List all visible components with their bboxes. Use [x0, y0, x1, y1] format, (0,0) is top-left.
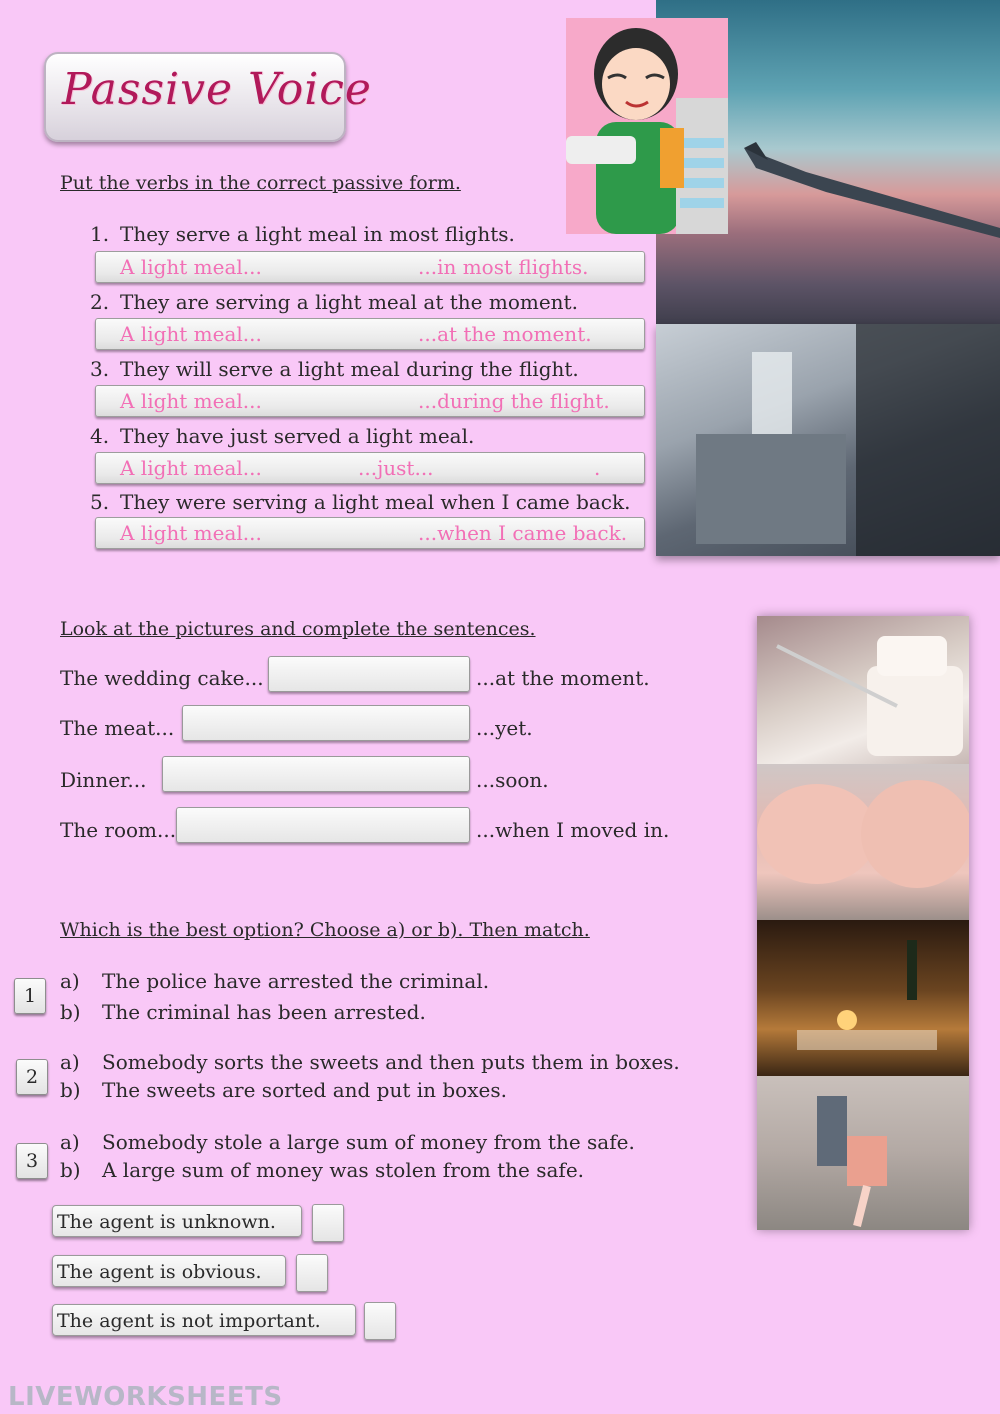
sentence-end: ...yet.: [476, 716, 533, 740]
photo-strip: [757, 616, 969, 1230]
airplane-cabin-photo: [656, 324, 1000, 556]
raw-meat-photo: [757, 764, 969, 920]
option-a-text[interactable]: Somebody sorts the sweets and then puts them in boxes.: [102, 1050, 680, 1074]
blank-input-dinner[interactable]: [162, 756, 470, 792]
item-sentence: They were serving a light meal when I came back.: [120, 490, 631, 514]
hint-mid: ...just...: [358, 456, 434, 480]
agent-unknown-label: The agent is unknown.: [52, 1205, 302, 1237]
hint-end: ...during the flight.: [418, 389, 610, 413]
match-number-box-3[interactable]: 3: [16, 1143, 48, 1179]
agent-not-important-answer-box[interactable]: [364, 1302, 396, 1340]
item-number: 2.: [90, 290, 110, 314]
agent-unknown-answer-box[interactable]: [312, 1204, 344, 1242]
painting-room-photo: [757, 1076, 969, 1230]
hint-start: A light meal...: [120, 521, 262, 545]
hint-start: A light meal...: [120, 255, 262, 279]
option-b-label: b): [60, 1078, 81, 1102]
hint-end: ...at the moment.: [418, 322, 592, 346]
sentence-start: The room...: [60, 818, 177, 842]
item-number: 3.: [90, 357, 110, 381]
hint-start: A light meal...: [120, 322, 262, 346]
sentence-start: The wedding cake...: [60, 666, 264, 690]
sentence-start: Dinner...: [60, 768, 147, 792]
match-number-box-1[interactable]: 1: [14, 978, 46, 1014]
agent-not-important-label: The agent is not important.: [52, 1304, 356, 1336]
section3-heading: Which is the best option? Choose a) or b). Then match.: [60, 919, 590, 941]
blank-input-room[interactable]: [176, 807, 470, 843]
page-title: Passive Voice: [62, 64, 372, 115]
option-b-label: b): [60, 1000, 81, 1024]
sentence-end: ...soon.: [476, 768, 549, 792]
sentence-end: ...when I moved in.: [476, 818, 670, 842]
wedding-cake-photo: [757, 616, 969, 764]
item-number: 1.: [90, 222, 110, 246]
item-number: 5.: [90, 490, 110, 514]
option-b-text[interactable]: A large sum of money was stolen from the safe.: [102, 1158, 585, 1182]
item-sentence: They have just served a light meal.: [120, 424, 475, 448]
option-a-text[interactable]: Somebody stole a large sum of money from the safe.: [102, 1130, 635, 1154]
hint-start: A light meal...: [120, 456, 262, 480]
item-sentence: They are serving a light meal at the moment.: [120, 290, 578, 314]
option-a-label: a): [60, 1130, 80, 1154]
blank-input-cake[interactable]: [268, 656, 470, 692]
option-a-label: a): [60, 1050, 80, 1074]
item-sentence: They will serve a light meal during the flight.: [120, 357, 579, 381]
sentence-start: The meat...: [60, 716, 175, 740]
hint-end: ...in most flights.: [418, 255, 589, 279]
item-sentence: They serve a light meal in most flights.: [120, 222, 515, 246]
hint-end: ...when I came back.: [418, 521, 628, 545]
section1-heading: Put the verbs in the correct passive form.: [60, 172, 461, 194]
option-b-label: b): [60, 1158, 81, 1182]
hint-start: A light meal...: [120, 389, 262, 413]
sentence-end: ...at the moment.: [476, 666, 650, 690]
flight-attendant-cartoon: [566, 18, 728, 234]
option-b-text[interactable]: The sweets are sorted and put in boxes.: [102, 1078, 507, 1102]
option-a-text[interactable]: The police have arrested the criminal.: [102, 969, 490, 993]
dinner-table-photo: [757, 920, 969, 1076]
option-b-text[interactable]: The criminal has been arrested.: [102, 1000, 426, 1024]
item-number: 4.: [90, 424, 110, 448]
liveworksheets-logo: LIVEWORKSHEETS: [8, 1382, 283, 1412]
match-number-box-2[interactable]: 2: [16, 1059, 48, 1095]
agent-obvious-answer-box[interactable]: [296, 1254, 328, 1292]
blank-input-meat[interactable]: [182, 705, 470, 741]
hint-end: .: [594, 456, 601, 480]
option-a-label: a): [60, 969, 80, 993]
agent-obvious-label: The agent is obvious.: [52, 1255, 286, 1287]
section2-heading: Look at the pictures and complete the sentences.: [60, 618, 536, 640]
